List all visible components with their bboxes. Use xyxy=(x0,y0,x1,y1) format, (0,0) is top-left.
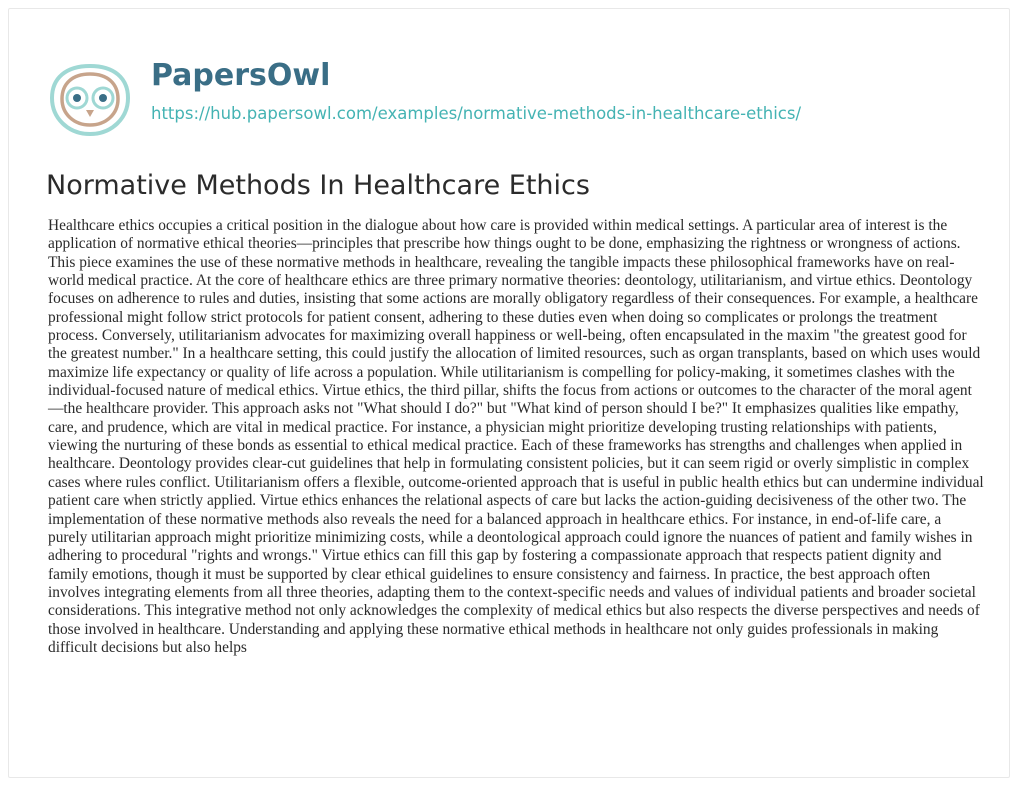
document-body: Healthcare ethics occupies a critical position in the dialogue about how care is provided within medical settings. A particular area of interest is the application of normative ethical theories—principles that prescribe how things ought to be done, emphasizing the rightness or wrongness of actions. This piece examines the use of these normative methods in healthcare, revealing the tangible impacts these philosophical frameworks have on real-world medical practice. At the core of healthcare ethics are three primary normative theories: deontology, utilitarianism, and virtue ethics. Deontology focuses on adherence to rules and duties, insisting that some actions are morally obligatory regardless of their consequences. For example, a healthcare professional might follow strict protocols for patient consent, adhering to these duties even when doing so complicates or prolongs the treatment process. Conversely, utilitarianism advocates for maximizing overall happiness or well-being, often encapsulated in the maxim "the greatest good for the greatest number." In a healthcare setting, this could justify the allocation of limited resources, such as organ transplants, based on which uses would maximize life expectancy or quality of life across a population. While utilitarianism is compelling for policy-making, it sometimes clashes with the individual-focused nature of medical ethics. Virtue ethics, the third pillar, shifts the focus from actions or outcomes to the character of the moral agent—the healthcare provider. This approach asks not "What should I do?" but "What kind of person should I be?" It emphasizes qualities like empathy, care, and prudence, which are vital in medical practice. For instance, a physician might prioritize developing trusting relationships with patients, viewing the nurturing of these bonds as essential to ethical medical practice. Each of these frameworks has strengths and challenges when applied in healthcare. Deontology provides clear-cut guidelines that help in formulating consistent policies, but it can seem rigid or overly simplistic in complex cases where rules conflict. Utilitarianism offers a flexible, outcome-oriented approach that is useful in public health ethics but can undermine individual patient care when strictly applied. Virtue ethics enhances the relational aspects of care but lacks the action-guiding decisiveness of the other two. The implementation of these normative methods also reveals the need for a balanced approach in healthcare ethics. For instance, in end-of-life care, a purely utilitarian approach might prioritize minimizing costs, while a deontological approach could ignore the nuances of patient and family wishes in adhering to procedural "rights and wrongs." Virtue ethics can fill this gap by fostering a compassionate approach that respects patient dignity and family emotions, though it must be supported by clear ethical guidelines to ensure consistency and fairness. In practice, the best approach often involves integrating elements from all three theories, adapting them to the context-specific needs and values of individual patients and broader societal considerations. This integrative method not only acknowledges the complexity of medical ethics but also respects the diverse perspectives and needs of those involved in healthcare. Understanding and applying these normative ethical methods in healthcare not only guides professionals in making difficult decisions but also helps xyxy=(48,217,984,656)
site-header xyxy=(48,58,948,136)
brand-name[interactable]: PapersOwl xyxy=(151,58,331,93)
document-title: Normative Methods In Healthcare Ethics xyxy=(46,170,590,201)
source-url-link[interactable]: https://hub.papersowl.com/examples/normative-methods-in-healthcare-ethics/ xyxy=(151,104,802,123)
owl-icon xyxy=(48,64,132,136)
